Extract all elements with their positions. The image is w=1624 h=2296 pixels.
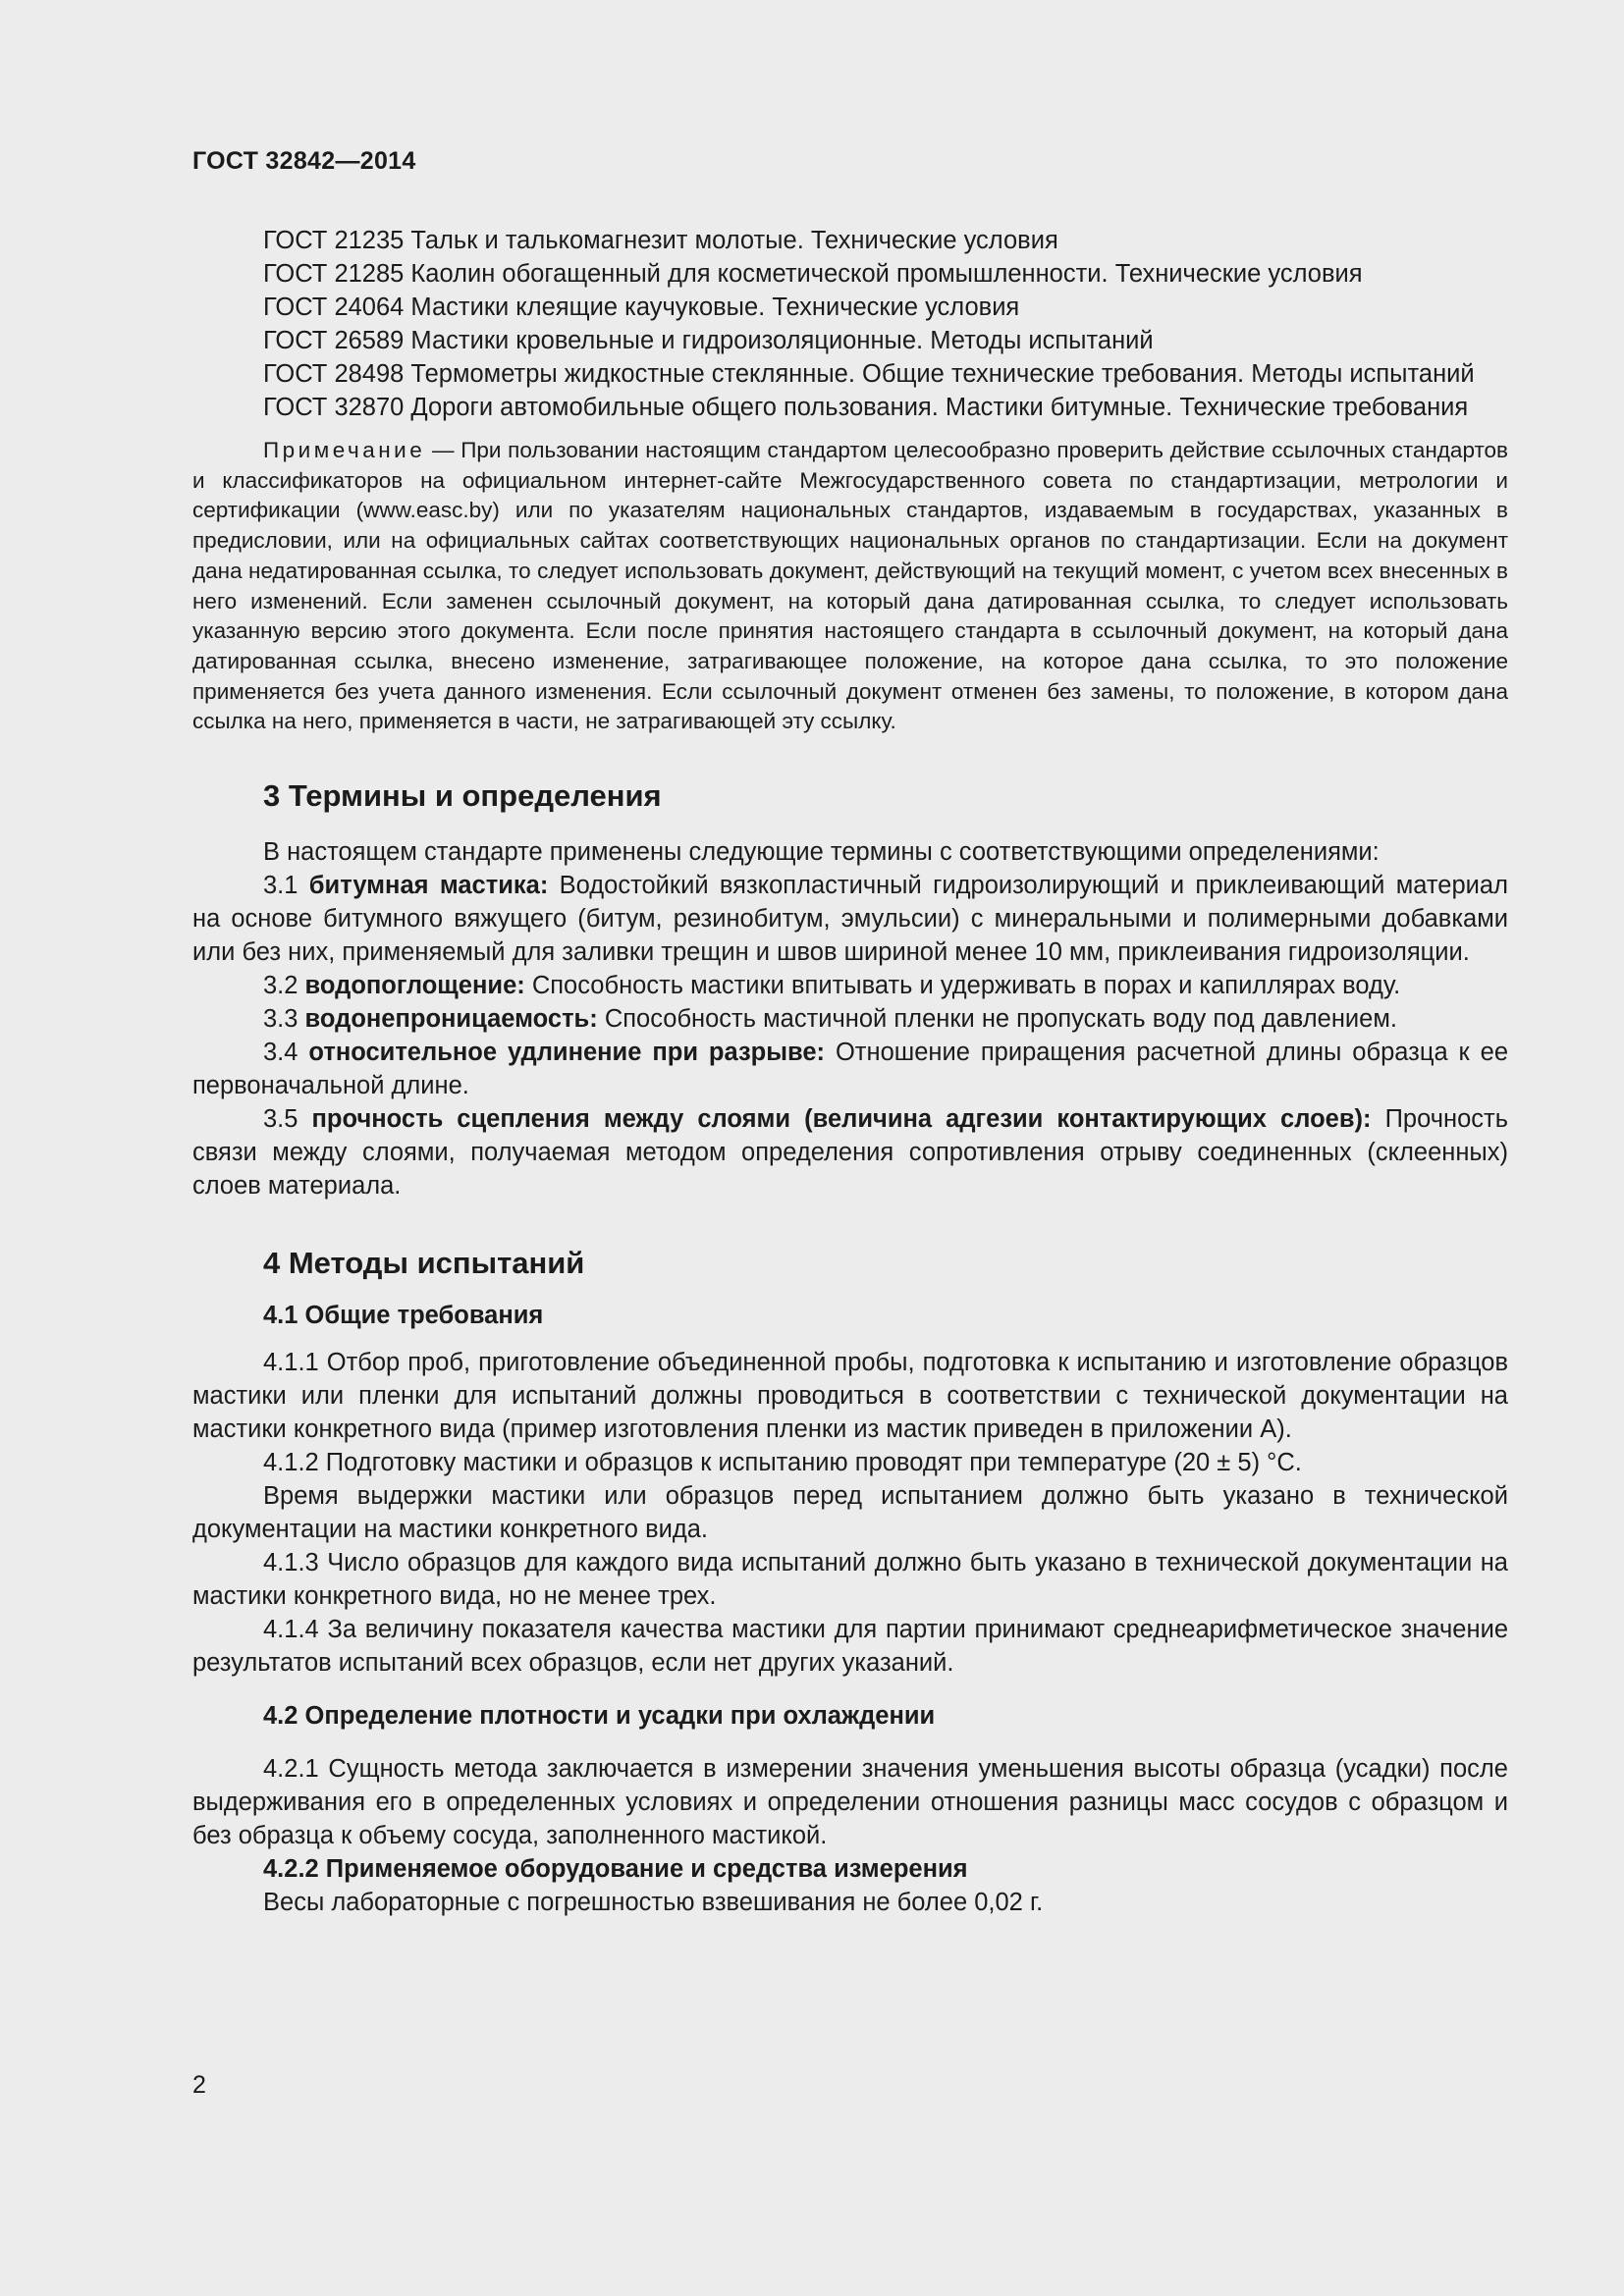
paragraph-4-1-3: 4.1.3 Число образцов для каждого вида испытаний должно быть указано в технической документации на мастики конкретного вида, но не менее трех. xyxy=(192,1549,1508,1611)
term-name: водонепроницаемость: xyxy=(304,1005,598,1034)
note-label: Примечание xyxy=(263,438,426,462)
term-name: относительное удлинение при разрыве: xyxy=(308,1039,826,1067)
section-4-heading: 4 Методы испытаний xyxy=(263,1246,585,1281)
reference-item: ГОСТ 28498 Термометры жидкостные стеклянные. Общие технические требования. Методы испытаний xyxy=(263,360,1475,388)
normative-references-list xyxy=(192,224,1508,424)
note-paragraph xyxy=(192,436,1508,737)
paragraph-4-2-1: 4.2.1 Сущность метода заключается в измерении значения уменьшения высоты образца (усадки) после выдерживания его в определенных условиях и определении отношения разницы масс сосудов с образцом и без образца к объему сосуда, заполненного мастикой. xyxy=(192,1755,1508,1850)
term-name: водопоглощение: xyxy=(304,972,525,1000)
subsection-4-2-2-heading: 4.2.2 Применяемое оборудование и средства измерения xyxy=(263,1855,968,1884)
paragraph-4-1-1: 4.1.1 Отбор проб, приготовление объединенной пробы, подготовка к испытанию и изготовление образцов мастики или пленки для испытаний должны проводиться в соответствии с технической документации на мастики конкретного вида (пример изготовления пленки из мастик приведен в приложении А). xyxy=(192,1349,1508,1444)
reference-item: ГОСТ 21285 Каолин обогащенный для косметической промышленности. Технические условия xyxy=(263,260,1363,288)
term-definition: 3.4 относительное удлинение при разрыве: Отношение приращения расчетной длины образца к ее первоначальной длине. xyxy=(192,1039,1509,1100)
term-definition: 3.2 водопоглощение: Способность мастики впитывать и удерживать в порах и капиллярах воду. xyxy=(263,972,1401,1000)
term-definition: 3.3 водонепроницаемость: Способность мастичной пленки не пропускать воду под давлением. xyxy=(263,1005,1397,1034)
term-definition: 3.5 прочность сцепления между слоями (величина адгезии контактирующих слоев): Прочность связи между слоями, получаемая методом определения сопротивления отрыву соединенных (склеенных) слоев материала. xyxy=(192,1105,1508,1201)
paragraph-holding-time: Время выдержки мастики или образцов перед испытанием должно быть указано в технической документации на мастики конкретного вида. xyxy=(192,1482,1508,1544)
term-definition: 3.1 битумная мастика: Водостойкий вязкопластичный гидроизолирующий и приклеивающий материал на основе битумного вяжущего (битум, резинобитум, эмульсии) с минеральными и полимерными добавками или без них, применяемый для заливки трещин и швов шириной менее 10 мм, приклеивания гидроизоляции. xyxy=(192,872,1508,967)
page-content xyxy=(192,224,1508,1919)
subsection-4-1-heading: 4.1 Общие требования xyxy=(263,1302,544,1330)
document-code-header: ГОСТ 32842—2014 xyxy=(192,147,416,175)
reference-item: ГОСТ 21235 Тальк и талькомагнезит молотые. Технические условия xyxy=(263,227,1058,254)
paragraph-4-1-2: 4.1.2 Подготовку мастики и образцов к испытанию проводят при температуре (20 ± 5) °С. xyxy=(263,1449,1302,1477)
subsection-4-2-heading: 4.2 Определение плотности и усадки при охлаждении xyxy=(263,1702,936,1731)
paragraph-4-1-4: 4.1.4 За величину показателя качества мастики для партии принимают среднеарифметическое значение результатов испытаний всех образцов, если нет других указаний. xyxy=(192,1616,1508,1678)
page-number: 2 xyxy=(192,2071,206,2099)
section-3-heading: 3 Термины и определения xyxy=(263,778,662,814)
reference-item: ГОСТ 24064 Мастики клеящие каучуковые. Технические условия xyxy=(263,294,1020,321)
term-name: прочность сцепления между слоями (величина адгезии контактирующих слоев): xyxy=(311,1105,1372,1134)
paragraph-scales: Весы лабораторные с погрешностью взвешивания не более 0,02 г. xyxy=(263,1889,1044,1917)
term-name: битумная мастика: xyxy=(308,872,549,900)
note-text: — При пользовании настоящим стандартом целесообразно проверить действие ссылочных стандартов и классификаторов на официальном интернет-сайте Межгосударственного совета по стандартизации, метрологии и сертификации (www.easc.by) или по указателям национальных стандартов, издаваемым в государствах, указанных в предисловии, или на официальных сайтах соответствующих национальных органов по стандартизации. Если на документ дана недатированная ссылка, то следует использовать документ, действующий на текущий момент, с учетом всех внесенных в него изменений. Если заменен ссылочный документ, на который дана датированная ссылка, то следует использовать указанную версию этого документа. Если после принятия настоящего стандарта в ссылочный документ, на который дана датированная ссылка, внесено изменение, затрагивающее положение, на которое дана ссылка, то это положение применяется без учета данного изменения. Если ссылочный документ отменен без замены, то положение, в котором дана ссылка на него, применяется в части, не затрагивающей эту ссылку. xyxy=(192,438,1508,734)
section-3-intro: В настоящем стандарте применены следующие термины с соответствующими определениями: xyxy=(263,838,1380,867)
reference-item: ГОСТ 26589 Мастики кровельные и гидроизоляционные. Методы испытаний xyxy=(263,327,1154,354)
reference-item: ГОСТ 32870 Дороги автомобильные общего пользования. Мастики битумные. Технические требования xyxy=(263,394,1469,421)
